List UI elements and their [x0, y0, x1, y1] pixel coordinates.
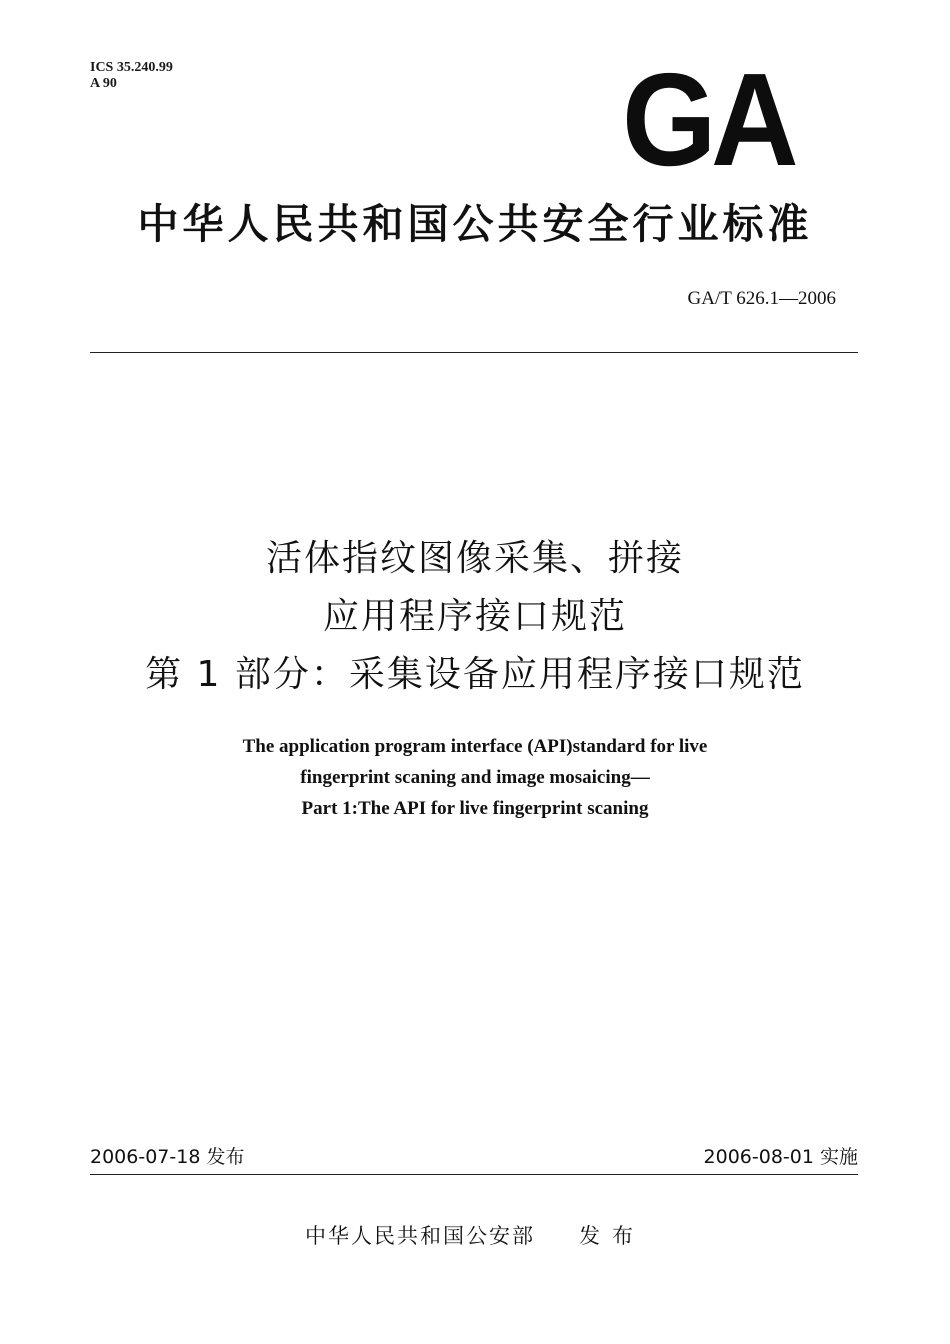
- english-title-line-2: fingerprint scaning and image mosaicing—: [300, 767, 650, 788]
- standard-code: GA/T 626.1—2006: [687, 288, 836, 309]
- issue-date: 2006-07-18 发布: [90, 1146, 245, 1168]
- implementation-date: 2006-08-01 实施: [703, 1146, 858, 1168]
- ccs-code: A 90: [90, 76, 117, 91]
- publisher-action: 发布: [579, 1224, 645, 1248]
- ics-code: ICS 35.240.99: [90, 60, 173, 75]
- bottom-divider: [90, 1174, 858, 1175]
- ga-logo: GA: [622, 46, 794, 193]
- top-divider: [90, 352, 858, 353]
- chinese-title-line-3: 第 1 部分：采集设备应用程序接口规范: [145, 654, 805, 695]
- chinese-title-line-1: 活体指纹图像采集、拼接: [265, 538, 684, 579]
- chinese-title: [0, 530, 950, 704]
- english-title-line-3: Part 1:The API for live fingerprint scaning: [301, 798, 649, 819]
- classification-codes: [90, 60, 173, 92]
- publisher-organization: 中华人民共和国公安部: [305, 1224, 535, 1248]
- english-title-line-1: The application program interface (API)standard for live: [242, 736, 708, 757]
- publisher-line: [0, 1222, 950, 1250]
- chinese-title-line-2: 应用程序接口规范: [322, 596, 627, 637]
- english-title: [0, 731, 950, 824]
- issuer-title: 中华人民共和国公共安全行业标准: [137, 200, 813, 248]
